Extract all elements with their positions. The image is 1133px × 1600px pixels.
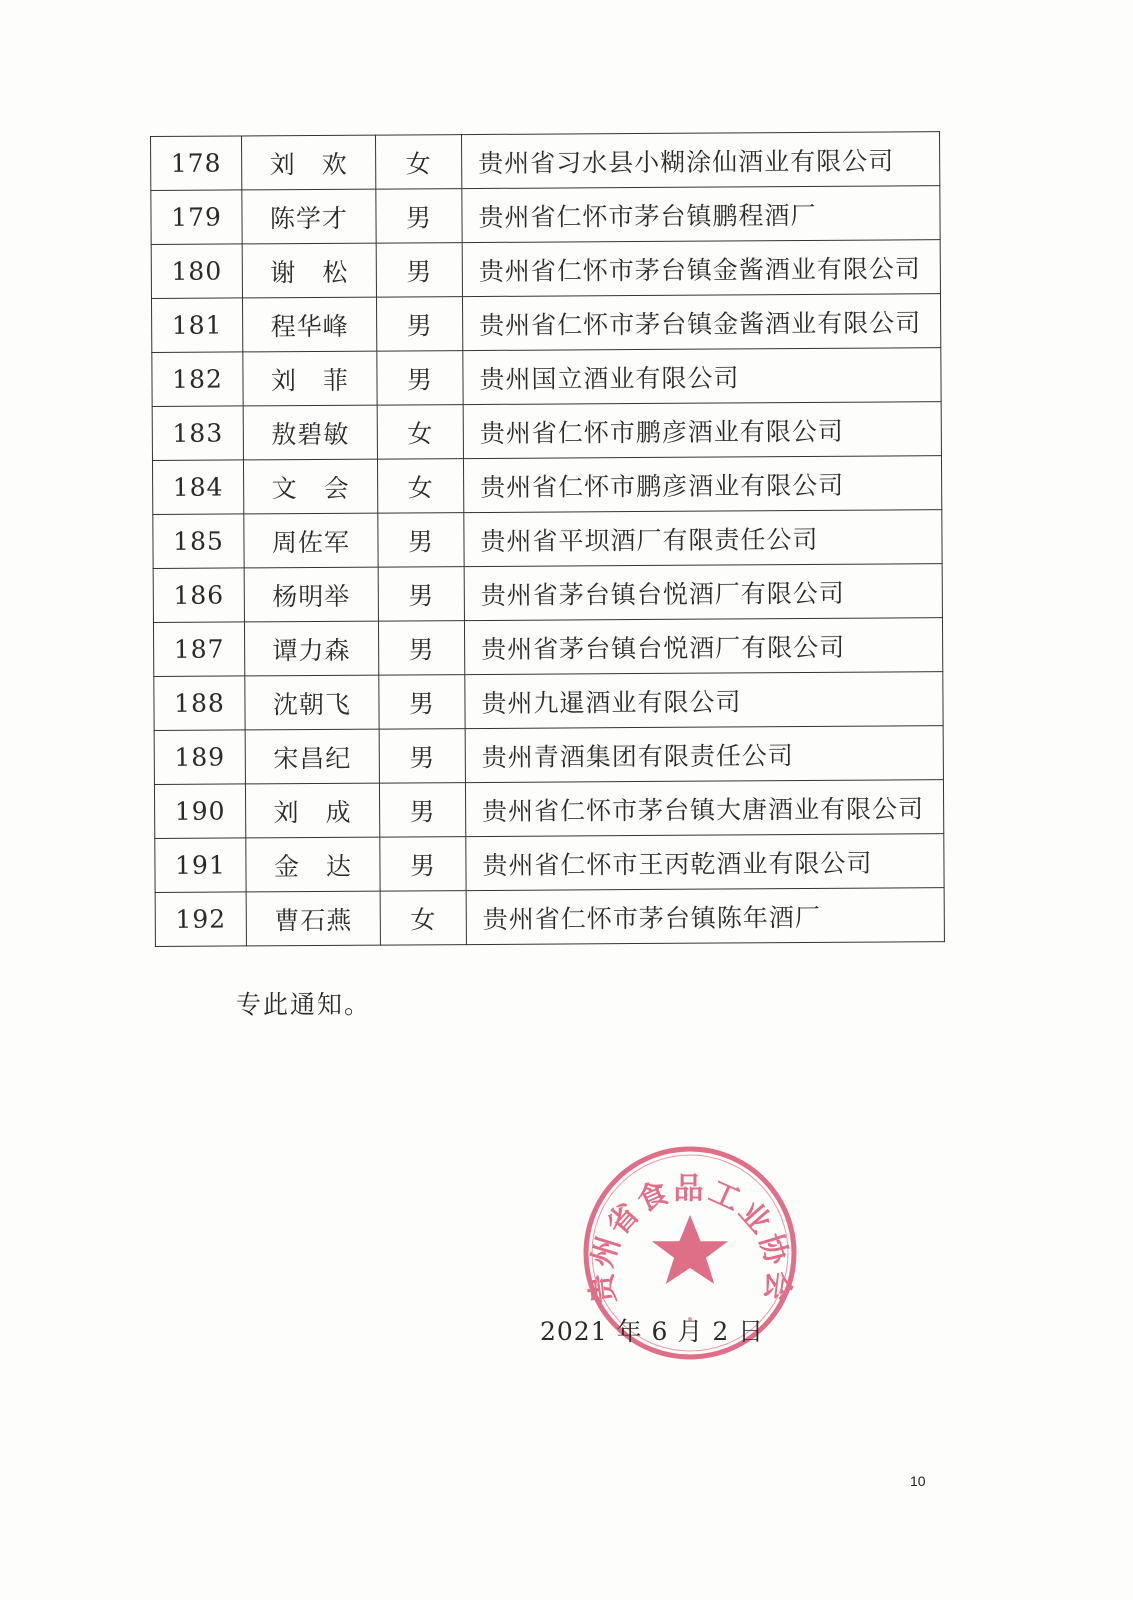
person-name: 谭力森	[244, 621, 378, 676]
table-row	[154, 780, 943, 839]
organization: 贵州省仁怀市鹏彦酒业有限公司	[463, 402, 941, 459]
page-number: 10	[910, 1473, 926, 1489]
row-number: 183	[152, 406, 243, 461]
organization: 贵州青酒集团有限责任公司	[465, 726, 943, 783]
gender: 女	[377, 405, 463, 460]
row-number: 190	[154, 784, 245, 839]
person-name: 刘 菲	[243, 351, 377, 406]
row-number: 187	[153, 622, 244, 677]
gender: 男	[377, 351, 463, 406]
table-row	[155, 888, 944, 947]
organization: 贵州省仁怀市茅台镇陈年酒厂	[466, 888, 944, 945]
gender: 男	[379, 675, 465, 730]
person-name: 文 会	[243, 459, 377, 514]
table-row	[152, 402, 941, 461]
table-row	[153, 618, 942, 677]
gender: 男	[376, 243, 462, 298]
table-row	[151, 240, 940, 299]
star-icon	[652, 1215, 728, 1284]
row-number: 189	[154, 730, 245, 785]
organization: 贵州九暹酒业有限公司	[465, 672, 943, 729]
gender: 女	[380, 891, 466, 946]
gender: 女	[375, 135, 461, 190]
row-number: 192	[155, 892, 246, 947]
row-number: 180	[151, 244, 242, 299]
person-name: 周佐军	[244, 513, 378, 568]
gender: 男	[379, 729, 465, 784]
person-name: 程华峰	[242, 297, 376, 352]
gender: 男	[378, 567, 464, 622]
row-number: 182	[152, 352, 243, 407]
row-number: 181	[151, 298, 242, 353]
organization: 贵州省仁怀市王丙乾酒业有限公司	[466, 834, 944, 891]
organization: 贵州省习水县小糊涂仙酒业有限公司	[461, 132, 939, 189]
table-row	[151, 294, 940, 353]
row-number: 191	[155, 838, 246, 893]
organization: 贵州国立酒业有限公司	[463, 348, 941, 405]
row-number: 188	[154, 676, 245, 731]
table-row	[151, 186, 940, 245]
person-name: 陈学才	[242, 189, 376, 244]
gender: 女	[377, 459, 463, 514]
row-number: 179	[151, 190, 242, 245]
person-name: 沈朝飞	[245, 675, 379, 730]
table-row	[154, 672, 943, 731]
table-row	[155, 834, 944, 893]
gender: 男	[376, 189, 462, 244]
table-row	[152, 348, 941, 407]
gender: 男	[378, 621, 464, 676]
organization: 贵州省仁怀市鹏彦酒业有限公司	[463, 456, 941, 513]
person-name: 敖碧敏	[243, 405, 377, 460]
table-row	[153, 564, 942, 623]
table-row	[152, 456, 941, 515]
row-number: 184	[152, 460, 243, 515]
roster-body	[151, 132, 945, 947]
person-name: 杨明举	[244, 567, 378, 622]
organization: 贵州省平坝酒厂有限责任公司	[464, 510, 942, 567]
person-name: 刘 成	[245, 783, 379, 838]
person-name: 曹石燕	[246, 891, 380, 946]
organization: 贵州省仁怀市茅台镇大唐酒业有限公司	[465, 780, 943, 837]
organization: 贵州省茅台镇台悦酒厂有限公司	[464, 618, 942, 675]
gender: 男	[376, 297, 462, 352]
organization: 贵州省仁怀市茅台镇鹏程酒厂	[462, 186, 940, 243]
person-name: 宋昌纪	[245, 729, 379, 784]
gender: 男	[379, 783, 465, 838]
table-row	[153, 510, 942, 569]
person-name: 金 达	[246, 837, 380, 892]
table-row	[154, 726, 943, 785]
organization: 贵州省仁怀市茅台镇金酱酒业有限公司	[462, 294, 940, 351]
closing-remark: 专此通知。	[236, 990, 372, 1019]
row-number: 186	[153, 568, 244, 623]
person-name: 刘 欢	[242, 135, 376, 190]
gender: 男	[378, 513, 464, 568]
roster-table	[150, 131, 945, 947]
row-number: 178	[151, 136, 242, 191]
row-number: 185	[153, 514, 244, 569]
issue-date: 2021 年 6 月 2 日	[540, 1317, 765, 1346]
seal-text: 贵州省食品工业协会	[583, 1171, 797, 1306]
organization: 贵州省茅台镇台悦酒厂有限公司	[464, 564, 942, 621]
person-name: 谢 松	[242, 243, 376, 298]
organization: 贵州省仁怀市茅台镇金酱酒业有限公司	[462, 240, 940, 297]
table-row	[151, 132, 940, 191]
gender: 男	[380, 837, 466, 892]
